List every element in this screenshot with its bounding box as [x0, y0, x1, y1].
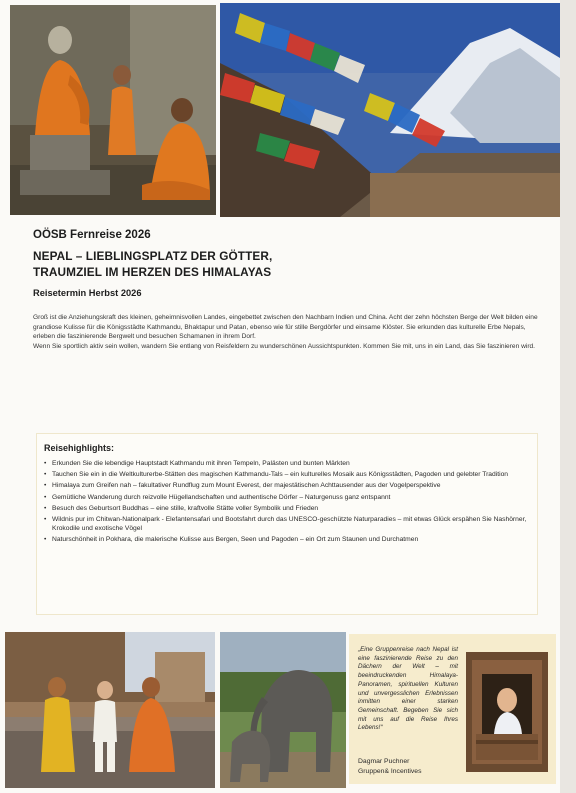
intro-paragraph-2: Wenn Sie sportlich aktiv sein wollen, wandern Sie entlang von Reisfeldern zu wunderschönen Aussichtspunkten. Kommen Sie mit, uns in ein Land, das Sie faszinieren wird. — [33, 342, 536, 350]
travel-date: Reisetermin Herbst 2026 — [33, 288, 142, 298]
prayer-flags-photo — [220, 3, 560, 217]
intro-text — [33, 313, 538, 351]
highlight-item: • Himalaya zum Greifen nah – fakultativer Rundflug zum Mount Everest, der majestätischen Achttausender aus der Vogelperspektive — [44, 482, 534, 491]
highlight-item: • Naturschönheit in Pokhara, die malerische Kulisse aus Bergen, Seen und Pagoden – ein Ort zum Staunen und Durchatmen — [44, 536, 534, 545]
signature-name: Dagmar Puchner — [358, 758, 410, 765]
page-edge — [560, 0, 576, 793]
sadhus-photo — [5, 632, 215, 788]
highlight-item: • Besuch des Geburtsort Buddhas – eine stille, kraftvolle Stätte voller Symbolik und Frieden — [44, 505, 534, 514]
highlight-item: • Wildnis pur im Chitwan-Nationalpark - Elefantensafari und Bootsfahrt durch das UNESCO-geschützte Naturparadies – mit etwas Glück erspähen Sie Nashörner, Krokodile und exotische Vögel — [44, 516, 534, 533]
monks-photo — [10, 5, 216, 215]
quote-box — [349, 634, 556, 784]
intro-paragraph-1: Groß ist die Anziehungskraft des kleinen, geheimnisvollen Landes, eingebettet zwischen den Nachbarn Indien und China. Acht der zehn höchsten Berge der Welt bilden eine grandiose Kulisse für die Königsstädte Kathmandu, Bhaktapur und Patan, ebenso wie für stille Bergdörfer und einsame Klöster. Sie erkunden das kulturelle Erbe Nepals, erleben die faszinierende Bergwelt und besuchen Schamanen in ihrem Dorf. — [33, 314, 538, 341]
portrait-photo — [466, 652, 548, 772]
signature-department: Gruppen& Incentives — [358, 768, 422, 775]
page-title — [33, 248, 533, 280]
highlights-title: Reisehighlights: — [44, 443, 115, 453]
highlight-item: • Gemütliche Wanderung durch reizvolle Hügellandschaften und authentische Dörfer – Naturgenuss ganz entspannt — [44, 494, 534, 503]
highlight-item: • Tauchen Sie ein in die Weltkulturerbe-Stätten des magischen Kathmandu-Tals – ein kulturelles Mosaik aus Königsstädten, Pagoden und gelebter Tradition — [44, 471, 534, 480]
title-line-2: TRAUMZIEL IM HERZEN DES HIMALAYAS — [33, 265, 272, 279]
title-line-1: NEPAL – LIEBLINGSPLATZ DER GÖTTER, — [33, 249, 273, 263]
series-label: OÖSB Fernreise 2026 — [33, 229, 151, 241]
quote-text: „Eine Gruppenreise nach Nepal ist eine faszinierende Reise zu den Dächern der Welt – mit beeindruckenden Himalaya-Panoramen, spirituellen Kulturen und unvergesslichen Erlebnissen inmitten einer starken Gemeinschaft. Begeben Sie sich mit uns auf die Reise Ihres Lebens!“ — [358, 646, 458, 732]
highlights-list — [44, 460, 534, 547]
elephants-photo — [220, 632, 346, 788]
highlight-item: • Erkunden Sie die lebendige Hauptstadt Kathmandu mit ihren Tempeln, Palästen und bunten Märkten — [44, 460, 534, 469]
